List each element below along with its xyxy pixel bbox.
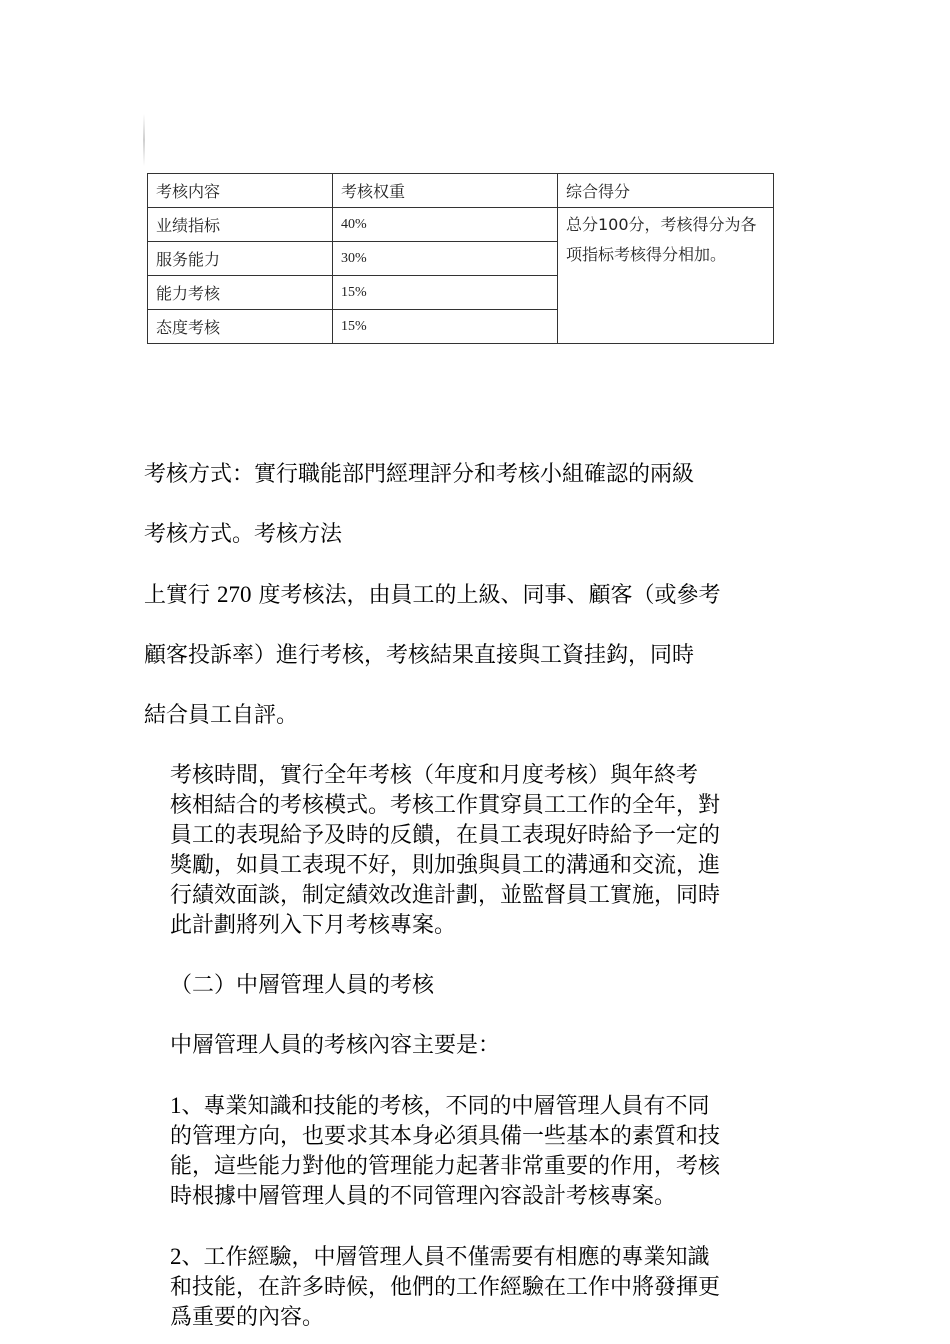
section-heading: （二）中層管理人員的考核	[170, 973, 435, 998]
paragraph-content-intro: 中層管理人員的考核內容主要是：	[170, 1033, 501, 1058]
text-line: 考核方式。考核方法	[144, 522, 343, 547]
summary-cell	[558, 208, 774, 344]
item-text: 、工作經驗，中層管理人員不僅需要有相應的專業知識 和技能，在許多時候，他們的工作經驗在工作中將發揮更 爲重要的內容。	[170, 1245, 721, 1330]
summary-line: 总分100分，考核得分为各	[566, 215, 757, 234]
header-cell: 综合得分	[558, 174, 774, 208]
item-number: 1	[170, 1093, 182, 1118]
score-table-image	[143, 114, 779, 346]
number-270: 270	[217, 582, 252, 607]
header-cell: 考核权重	[333, 174, 558, 208]
text-line: 結合員工自評。	[144, 703, 299, 728]
item-text: 、專業知識和技能的考核，不同的中層管理人員有不同 的管理方向，也要求其本身必須具備一些基本的素質和技 能，這些能力對他的管理能力起著非常重要的作用，考核 時根據中層管理人員的不同管理內容設計考核專案。	[170, 1094, 721, 1209]
score-table	[147, 173, 774, 344]
item-cell: 能力考核	[148, 276, 333, 310]
item-number: 2	[170, 1244, 182, 1269]
weight-cell: 15%	[333, 276, 558, 310]
text-line: 度考核法，由員工的上級、同事、顧客（或參考	[251, 583, 721, 608]
body-text	[144, 430, 814, 1333]
text-line: 考核方式：實行職能部門經理評分和考核小組確認的兩級	[144, 462, 695, 487]
item-cell: 服务能力	[148, 242, 333, 276]
paragraph-item-2	[144, 1242, 814, 1333]
summary-line: 项指标考核得分相加。	[566, 245, 727, 264]
scan-edge-mark	[143, 114, 145, 166]
header-cell: 考核内容	[148, 174, 333, 208]
text-line: 上實行	[144, 583, 217, 608]
weight-cell: 30%	[333, 242, 558, 276]
paragraph-assessment-time: 考核時間，實行全年考核（年度和月度考核）與年終考 核相結合的考核模式。考核工作貫穿員工工作的全年，對 員工的表現給予及時的反饋，在員工表現好時給予一定的 獎勵，如員工表現不好，則加強與員工的溝通和交流，進 行績效面談，制定績效改進計劃，並監督員工實施，同時 此計劃將列入下月考核專案。	[170, 763, 721, 938]
table-row	[148, 208, 774, 242]
paragraph-item-1	[144, 1091, 814, 1212]
text-line: 顧客投訴率）進行考核，考核結果直接與工資挂鈎，同時	[144, 643, 695, 668]
paragraph-assessment-method	[144, 430, 814, 731]
table-header-row	[148, 174, 774, 208]
item-cell: 业绩指标	[148, 208, 333, 242]
weight-cell: 15%	[333, 310, 558, 344]
weight-cell: 40%	[333, 208, 558, 242]
item-cell: 态度考核	[148, 310, 333, 344]
